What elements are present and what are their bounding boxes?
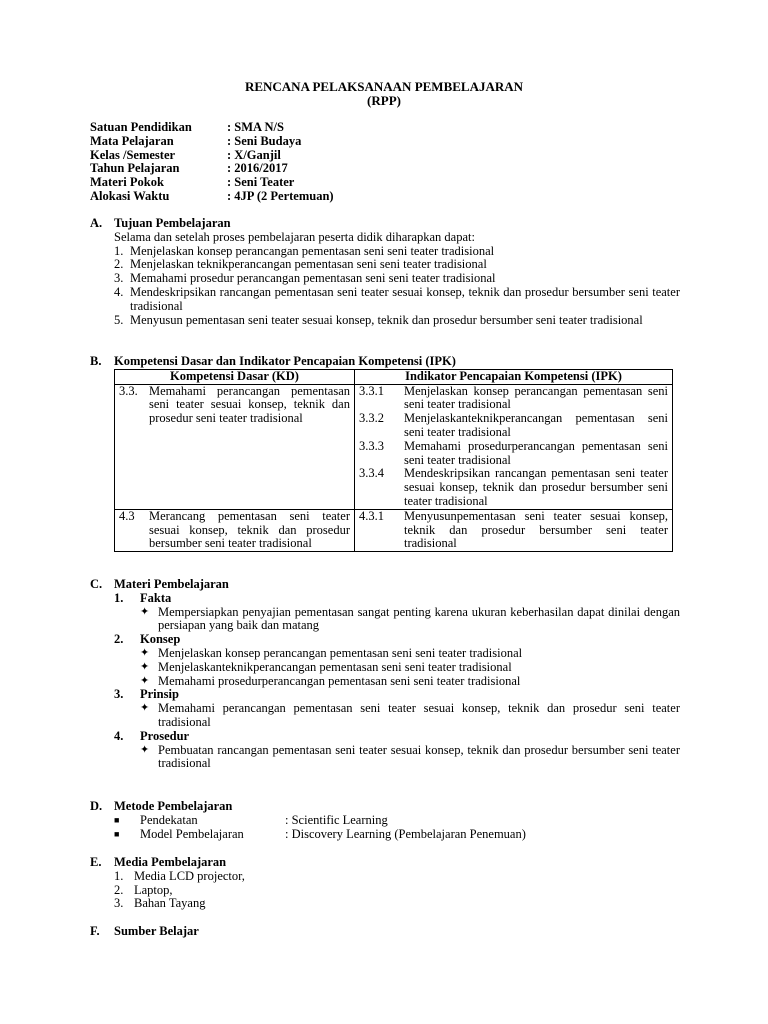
section-metode <box>90 800 680 841</box>
identity-label: Tahun Pelajaran <box>90 161 180 176</box>
item-text: Memahami perancangan pementasan seni teater sesuai konsep, teknik dan prosedur seni teater tradisional <box>158 701 680 729</box>
subsection-title: Konsep <box>140 632 181 647</box>
item-number: 1. <box>114 243 124 258</box>
ipk-text: Mendeskripsikan rancangan pementasan seni teater sesuai konsep, teknik dan prosedur bersumber seni teater tradisional <box>404 466 668 508</box>
table-row <box>115 384 673 509</box>
ipk-text: Menjelaskan konsep perancangan pementasan seni seni teater tradisional <box>404 383 668 412</box>
section-heading <box>90 800 680 814</box>
section-heading <box>90 856 680 870</box>
ipk-number: 4.3.1 <box>359 508 384 523</box>
kd-number: 4.3 <box>119 508 135 523</box>
identity-row <box>90 149 490 163</box>
item-text: Menjelaskanteknikperancangan pementasan seni seni teater tradisional <box>158 659 512 674</box>
list-item <box>90 744 680 772</box>
item-number: 3. <box>114 896 124 911</box>
item-key: Model Pembelajaran <box>140 826 244 841</box>
section-title: Metode Pembelajaran <box>114 799 233 813</box>
identity-label: Kelas /Semester <box>90 147 176 162</box>
identity-value: : SMA N/S <box>227 120 284 134</box>
section-letter: D. <box>90 799 103 813</box>
table-row <box>115 509 673 551</box>
arrow-bullet-icon: ✦ <box>140 702 150 715</box>
item-text: Mempersiapkan penyajian pementasan sangat penting karena ukuran keberhasilan dapat dinilai dengan persiapan yang baik dan matang <box>158 604 680 633</box>
section-title: Tujuan Pembelajaran <box>114 216 231 230</box>
item-value: : Discovery Learning (Pembelajaran Penemuan) <box>285 826 526 841</box>
arrow-bullet-icon: ✦ <box>140 660 150 673</box>
list-item <box>90 647 680 661</box>
list-item <box>90 286 680 314</box>
ipk-text: Memahami prosedurperancangan pementasan seni seni teater tradisional <box>404 438 668 467</box>
ipk-number: 3.3.1 <box>359 383 384 398</box>
item-text: Pembuatan rancangan pementasan seni teater sesuai konsep, teknik dan prosedur bersumber seni teater tradisional <box>158 742 680 771</box>
section-title: Sumber Belajar <box>114 924 199 938</box>
item-value: : Scientific Learning <box>285 812 388 827</box>
item-text: Laptop, <box>134 882 173 897</box>
kd-text: Merancang pementasan seni teater sesuai konsep, teknik dan prosedur bersumber seni teater tradisional <box>149 508 350 551</box>
section-letter: B. <box>90 354 102 368</box>
section-title: Kompetensi Dasar dan Indikator Pencapaian Kompetensi (IPK) <box>114 354 456 368</box>
identity-row <box>90 176 490 190</box>
identity-block <box>90 121 490 204</box>
square-bullet-icon: ■ <box>114 828 120 839</box>
subsection-number: 2. <box>114 632 124 647</box>
item-number: 3. <box>114 271 124 286</box>
list-item <box>90 258 680 272</box>
list-item <box>90 245 680 259</box>
doc-subtitle: (RPP) <box>367 93 401 108</box>
arrow-bullet-icon: ✦ <box>140 743 150 756</box>
ipk-number: 3.3.3 <box>359 438 384 453</box>
section-letter: C. <box>90 577 103 591</box>
identity-row <box>90 190 490 204</box>
identity-value: : X/Ganjil <box>227 147 281 162</box>
subsection-title: Fakta <box>140 590 172 605</box>
item-text: Memahami prosedur perancangan pementasan seni seni teater tradisional <box>130 271 496 286</box>
list-item <box>90 314 680 328</box>
identity-row <box>90 121 490 135</box>
subsection-number: 3. <box>114 687 124 702</box>
subsection-number: 4. <box>114 728 124 743</box>
doc-title: RENCANA PELAKSANAAN PEMBELAJARAN <box>244 79 524 94</box>
ipk-item <box>359 467 668 508</box>
identity-label: Satuan Pendidikan <box>90 120 192 134</box>
identity-value: : 4JP (2 Pertemuan) <box>227 188 334 203</box>
arrow-bullet-icon: ✦ <box>140 605 150 618</box>
list-item <box>90 606 680 634</box>
item-text: Menyusun pementasan seni teater sesuai konsep, teknik dan prosedur bersumber seni teater tradisional <box>130 312 643 327</box>
ipk-item <box>359 412 668 440</box>
list-item <box>90 272 680 286</box>
subsection-title: Prosedur <box>140 728 190 743</box>
item-number: 5. <box>114 312 124 327</box>
table-header-row <box>115 369 673 384</box>
section-heading <box>90 355 680 369</box>
identity-label: Alokasi Waktu <box>90 188 170 203</box>
ipk-number: 3.3.2 <box>359 411 384 426</box>
identity-value: : Seni Teater <box>227 175 295 190</box>
item-text: Bahan Tayang <box>134 896 206 911</box>
kd-ipk-table <box>114 369 673 552</box>
ipk-item <box>359 440 668 468</box>
column-header-kd: Kompetensi Dasar (KD) <box>115 369 355 384</box>
identity-row <box>90 135 490 149</box>
section-heading <box>90 217 680 231</box>
kd-cell <box>115 384 355 509</box>
list-item <box>90 897 680 911</box>
square-bullet-icon: ■ <box>114 814 120 825</box>
ipk-number: 3.3.4 <box>359 466 384 481</box>
ipk-text: Menjelaskanteknikperancangan pementasan seni seni teater tradisional <box>404 411 668 439</box>
section-materi <box>90 578 680 771</box>
item-number: 1. <box>114 868 124 883</box>
section-tujuan <box>90 217 680 327</box>
section-title: Media Pembelajaran <box>114 855 227 869</box>
kd-number: 3.3. <box>119 383 138 398</box>
item-number: 2. <box>114 257 124 272</box>
list-item <box>90 884 680 898</box>
identity-label: Materi Pokok <box>90 175 164 190</box>
arrow-bullet-icon: ✦ <box>140 646 150 659</box>
subsection-title: Prinsip <box>140 687 179 702</box>
item-key: Pendekatan <box>140 812 198 827</box>
ipk-text: Menyusunpementasan seni teater sesuai konsep, teknik dan prosedur bersumber seni teater tradisional <box>404 508 668 551</box>
item-text: Mendeskripsikan rancangan pementasan seni teater sesuai konsep, teknik dan prosedur bersumber seni teater tradisional <box>130 284 680 313</box>
subsection-number: 1. <box>114 590 124 605</box>
subsection-konsep <box>90 633 680 647</box>
section-kompetensi <box>90 355 680 552</box>
identity-row <box>90 162 490 176</box>
item-text: Memahami prosedurperancangan pementasan seni seni teater tradisional <box>158 673 521 688</box>
section-intro: Selama dan setelah proses pembelajaran peserta didik diharapkan dapat: <box>114 229 475 244</box>
list-item <box>90 702 680 730</box>
section-letter: F. <box>90 924 100 938</box>
section-media <box>90 856 680 911</box>
list-item <box>90 675 680 689</box>
item-text: Menjelaskan konsep perancangan pementasan seni seni teater tradisional <box>158 645 523 660</box>
identity-label: Mata Pelajaran <box>90 133 174 148</box>
item-number: 2. <box>114 882 124 897</box>
section-letter: E. <box>90 855 102 869</box>
kd-text: Memahami perancangan pementasan seni teater sesuai konsep, teknik dan prosedur seni teater tradisional <box>149 383 350 426</box>
ipk-cell <box>355 509 673 551</box>
ipk-item <box>359 510 668 551</box>
ipk-item <box>359 385 668 413</box>
item-text: Menjelaskan konsep perancangan pementasan seni seni teater tradisional <box>130 243 495 258</box>
list-item <box>90 814 680 828</box>
section-heading <box>90 925 680 939</box>
item-number: 4. <box>114 284 124 299</box>
section-title: Materi Pembelajaran <box>114 577 229 591</box>
arrow-bullet-icon: ✦ <box>140 674 150 687</box>
list-item <box>90 661 680 675</box>
item-text: Menjelaskan teknikperancangan pementasan seni seni teater tradisional <box>130 257 487 272</box>
identity-value: : 2016/2017 <box>227 161 288 176</box>
section-heading <box>90 578 680 592</box>
subsection-fakta <box>90 592 680 606</box>
kd-cell <box>115 509 355 551</box>
item-text: Media LCD projector, <box>134 868 245 883</box>
section-sumber <box>90 925 680 939</box>
list-item <box>90 870 680 884</box>
section-letter: A. <box>90 216 103 230</box>
list-item <box>90 828 680 842</box>
subsection-prinsip <box>90 688 680 702</box>
subsection-prosedur <box>90 730 680 744</box>
identity-value: : Seni Budaya <box>227 133 302 148</box>
column-header-ipk: Indikator Pencapaian Kompetensi (IPK) <box>355 369 673 384</box>
ipk-cell <box>355 384 673 509</box>
